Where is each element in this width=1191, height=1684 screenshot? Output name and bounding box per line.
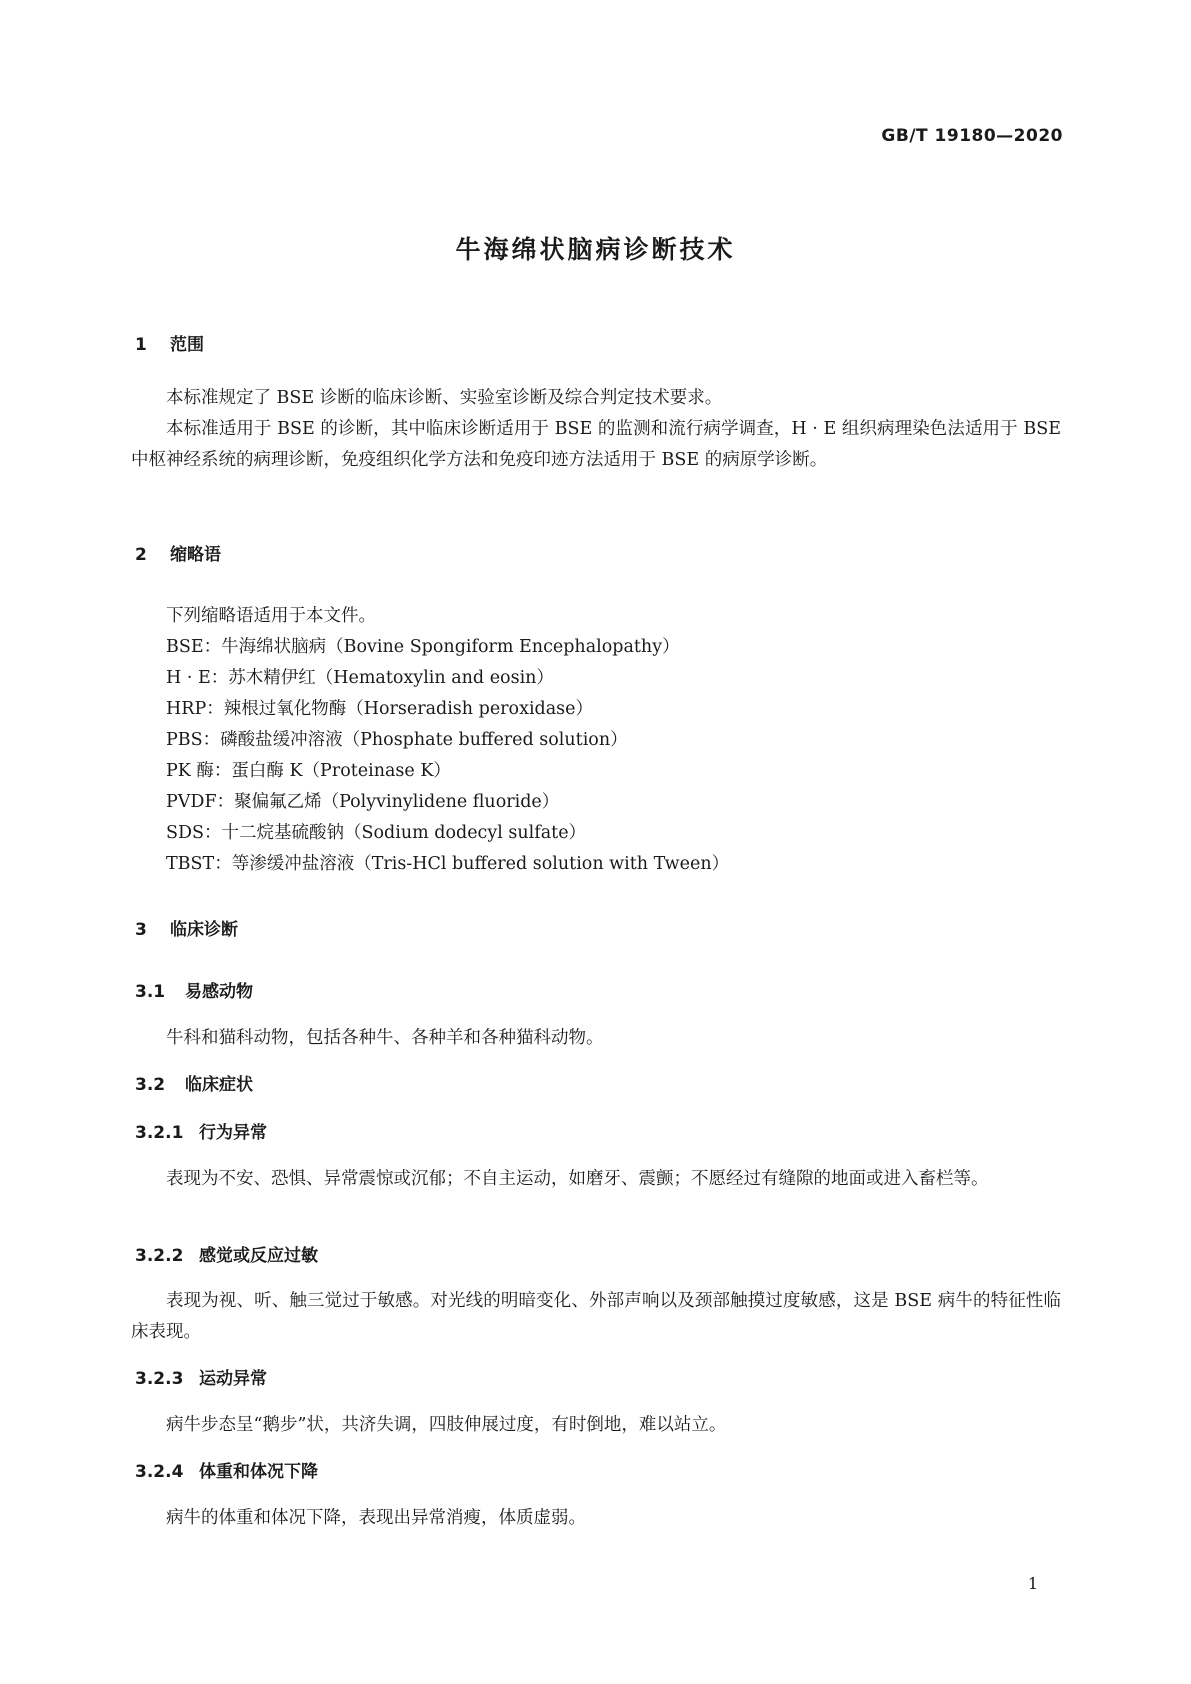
section-3-2-3-text: 病牛步态呈“鹅步”状，共济失调，四肢伸展过度，有时倒地，难以站立。 — [166, 1415, 727, 1435]
section-number: 3.2.4 — [135, 1462, 184, 1482]
abbreviation-item: PBS：磷酸盐缓冲溶液（Phosphate buffered solution） — [166, 730, 628, 750]
section-3-2-4-text: 病牛的体重和体况下降，表现出异常消瘦，体质虚弱。 — [166, 1508, 586, 1528]
section-number: 3.2.1 — [135, 1123, 184, 1143]
section-3-heading — [135, 915, 238, 940]
section-title: 临床症状 — [185, 1075, 253, 1095]
section-3-2-heading — [135, 1070, 253, 1095]
abbreviation-item: BSE：牛海绵状脑病（Bovine Spongiform Encephalopathy） — [166, 637, 680, 657]
section-1-paragraph-2: 本标准适用于 BSE 的诊断，其中临床诊断适用于 BSE 的监测和流行病学调查，H · E 组织病理染色法适用于 BSE 中枢神经系统的病理诊断，免疫组织化学方法和免疫印迹方法适用于 BSE 的病原学诊断。 — [131, 419, 1061, 470]
section-number: 1 — [135, 335, 147, 355]
section-title: 范围 — [170, 335, 204, 355]
section-3-2-2-heading — [135, 1241, 318, 1266]
abbreviation-item: HRP：辣根过氧化物酶（Horseradish peroxidase） — [166, 699, 594, 719]
abbreviation-item: H · E：苏木精伊红（Hematoxylin and eosin） — [166, 668, 554, 688]
standard-code: GB/T 19180—2020 — [881, 126, 1063, 146]
page-number: 1 — [1027, 1574, 1038, 1593]
section-3-2-4-heading — [135, 1457, 318, 1482]
section-3-1-text: 牛科和猫科动物，包括各种牛、各种羊和各种猫科动物。 — [166, 1028, 604, 1048]
abbreviation-item: TBST：等渗缓冲盐溶液（Tris-HCl buffered solution with Tween） — [166, 854, 730, 874]
section-number: 3 — [135, 920, 147, 940]
section-number: 3.1 — [135, 982, 166, 1002]
section-3-2-2-text: 表现为视、听、触三觉过于敏感。对光线的明暗变化、外部声响以及颈部触摸过度敏感，这是 BSE 病牛的特征性临床表现。 — [131, 1291, 1061, 1342]
section-number: 3.2.2 — [135, 1246, 184, 1266]
section-title: 易感动物 — [185, 982, 253, 1002]
section-title: 缩略语 — [170, 545, 221, 565]
section-title: 临床诊断 — [170, 920, 238, 940]
section-2-heading — [135, 540, 221, 565]
section-3-1-heading — [135, 977, 253, 1002]
section-3-2-3-heading — [135, 1364, 267, 1389]
section-title: 感觉或反应过敏 — [199, 1246, 318, 1266]
section-title: 行为异常 — [199, 1123, 267, 1143]
abbreviation-item: SDS：十二烷基硫酸钠（Sodium dodecyl sulfate） — [166, 823, 587, 843]
section-title: 运动异常 — [199, 1369, 267, 1389]
abbreviations-intro: 下列缩略语适用于本文件。 — [166, 606, 376, 626]
section-number: 3.2.3 — [135, 1369, 184, 1389]
section-title: 体重和体况下降 — [199, 1462, 318, 1482]
section-number: 3.2 — [135, 1075, 166, 1095]
abbreviation-list — [166, 632, 729, 880]
section-1-paragraph-1: 本标准规定了 BSE 诊断的临床诊断、实验室诊断及综合判定技术要求。 — [166, 388, 723, 408]
section-3-2-1-text: 表现为不安、恐惧、异常震惊或沉郁；不自主运动，如磨牙、震颤；不愿经过有缝隙的地面或进入畜栏等。 — [166, 1169, 989, 1189]
abbreviation-item: PK 酶：蛋白酶 K（Proteinase K） — [166, 761, 451, 781]
section-number: 2 — [135, 545, 147, 565]
section-1-heading — [135, 330, 204, 355]
section-3-2-1-heading — [135, 1118, 267, 1143]
abbreviation-item: PVDF：聚偏氟乙烯（Polyvinylidene fluoride） — [166, 792, 560, 812]
document-title: 牛海绵状脑病诊断技术 — [455, 235, 736, 264]
